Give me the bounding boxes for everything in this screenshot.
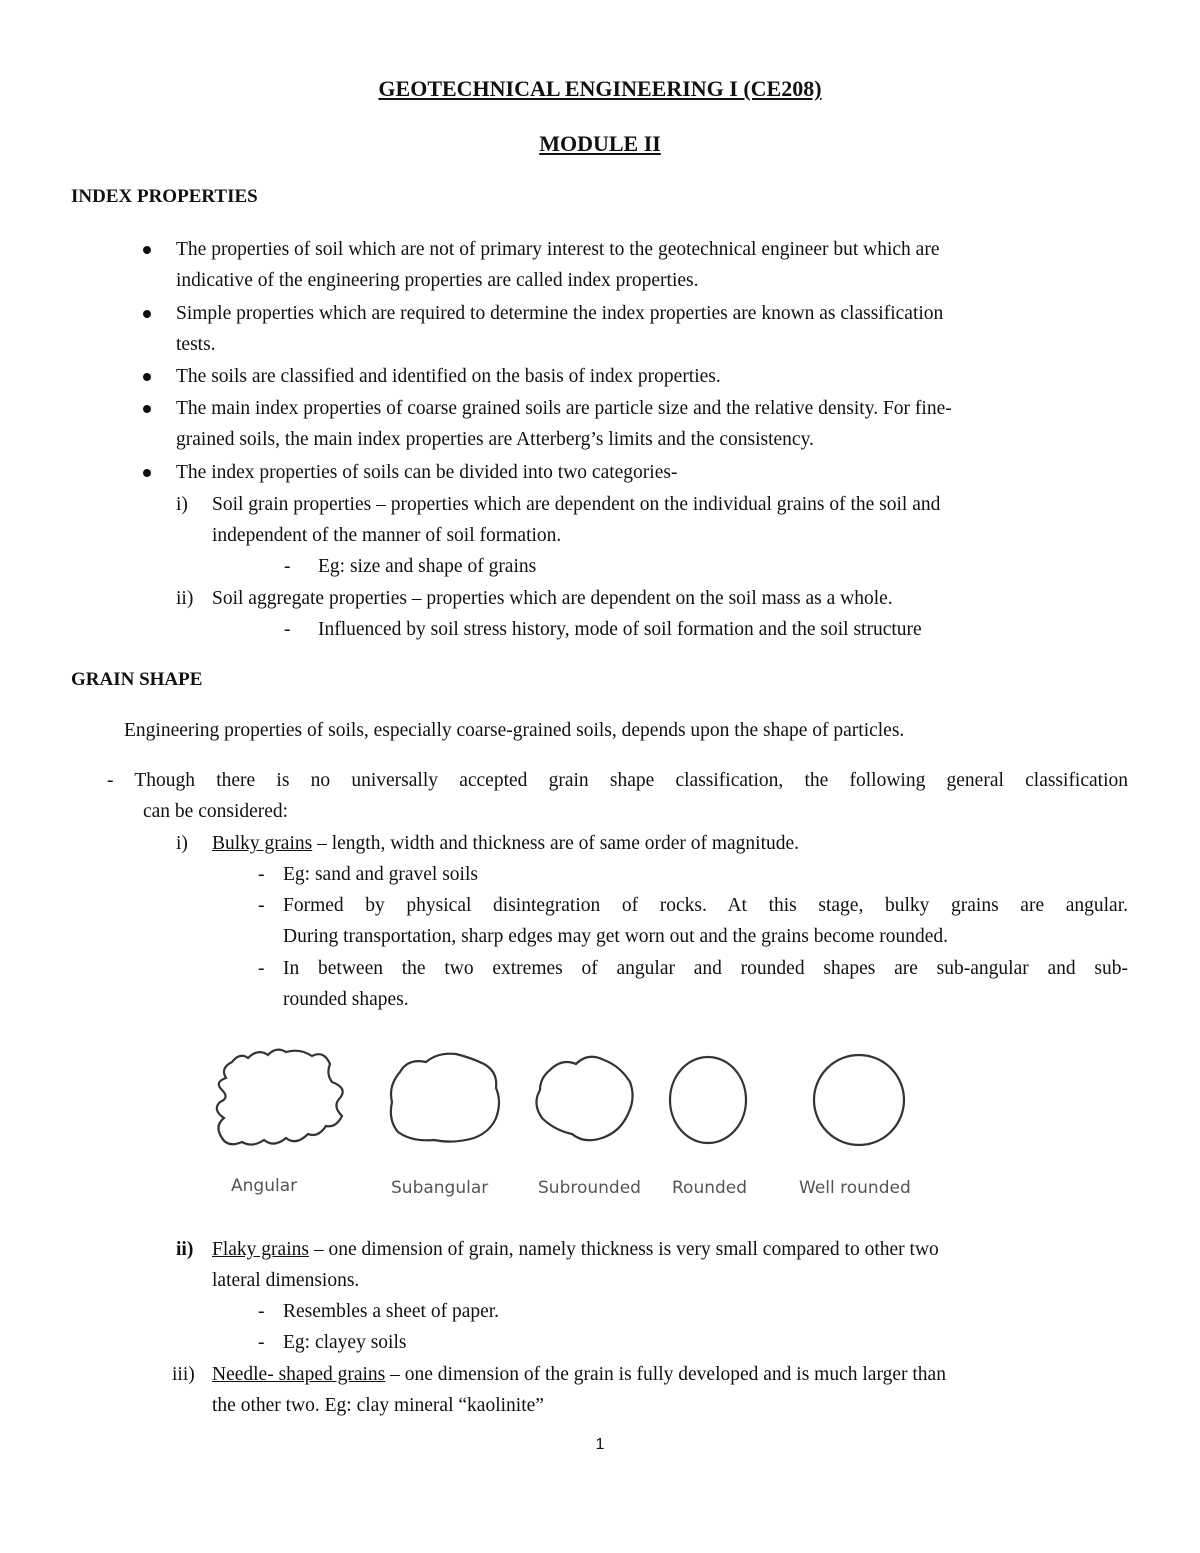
dash: -	[258, 1332, 265, 1353]
module-title: MODULE II	[539, 131, 661, 156]
bullet-2-line-1: Simple properties which are required to determine the index properties are known as classification	[176, 303, 944, 324]
classification-note-line-2: can be considered:	[143, 801, 289, 822]
category-2-example: Influenced by soil stress history, mode of soil formation and the soil structure	[318, 619, 922, 640]
flaky-grains-term: Flaky grains	[212, 1239, 309, 1260]
bullet-icon	[143, 373, 151, 381]
index-properties-heading: INDEX PROPERTIES	[71, 186, 258, 207]
category-1-line-2: independent of the manner of soil formation.	[212, 525, 562, 546]
dash: -	[258, 1301, 265, 1322]
dash: -	[284, 619, 291, 640]
grain-shape-heading: GRAIN SHAPE	[71, 669, 203, 690]
subrounded-grain-shape	[536, 1057, 632, 1140]
well-rounded-grain-shape	[814, 1055, 904, 1145]
dash: -	[258, 958, 265, 979]
bulky-example: Eg: sand and gravel soils	[283, 864, 478, 885]
flaky-sub-1: Resembles a sheet of paper.	[283, 1301, 500, 1322]
needle-grains-item	[212, 1362, 946, 1388]
classification-note-line-1: - Though there is no universally accepted grain shape classification, the following general classification	[107, 770, 1128, 791]
bullet-2-line-2: tests.	[176, 334, 216, 355]
bulky-grains-term: Bulky grains	[212, 833, 313, 854]
figure-label-subrounded: Subrounded	[538, 1178, 641, 1198]
category-1-example: Eg: size and shape of grains	[318, 556, 537, 577]
bulky-formation-line-1: Formed by physical disintegration of rocks. At this stage, bulky grains are angular.	[283, 895, 1128, 916]
angular-grain-shape	[217, 1050, 343, 1145]
dash: -	[258, 864, 265, 885]
figure-label-well-rounded: Well rounded	[799, 1178, 911, 1198]
bulky-formation-line-2: During transportation, sharp edges may get worn out and the grains become rounded.	[283, 926, 948, 947]
figure-label-subangular: Subangular	[391, 1178, 489, 1198]
bullet-3-line-1: The soils are classified and identified on the basis of index properties.	[176, 366, 721, 387]
subangular-grain-shape	[391, 1054, 499, 1142]
category-2-line-1: Soil aggregate properties – properties which are dependent on the soil mass as a whole.	[212, 588, 893, 609]
bulky-number: i)	[176, 833, 188, 854]
bullet-5-line-1: The index properties of soils can be divided into two categories-	[176, 462, 678, 483]
flaky-grains-item	[212, 1237, 939, 1263]
page-number: 1	[595, 1436, 605, 1453]
flaky-number: ii)	[176, 1239, 194, 1260]
page-title: GEOTECHNICAL ENGINEERING I (CE208)	[378, 76, 822, 101]
bullet-4-line-2: grained soils, the main index properties are Atterberg’s limits and the consistency.	[176, 429, 814, 450]
flaky-sub-2: Eg: clayey soils	[283, 1332, 407, 1353]
bullet-icon	[143, 405, 151, 413]
figure-label-angular: Angular	[231, 1176, 298, 1196]
bulky-shapes-line-1: In between the two extremes of angular and rounded shapes are sub-angular and sub-	[283, 958, 1128, 979]
bullet-icon	[143, 246, 151, 254]
bulky-shapes-line-2: rounded shapes.	[283, 989, 409, 1010]
category-2-number: ii)	[176, 588, 194, 609]
grain-shape-intro: Engineering properties of soils, especially coarse-grained soils, depends upon the shape of particles.	[124, 720, 905, 741]
bullet-icon	[143, 469, 151, 477]
needle-grains-term: Needle- shaped grains	[212, 1364, 386, 1385]
dash: -	[258, 895, 265, 916]
grain-shapes-figure	[200, 1040, 960, 1170]
category-1-line-1: Soil grain properties – properties which are dependent on the individual grains of the soil and	[212, 494, 941, 515]
bullet-icon	[143, 310, 151, 318]
dash: -	[284, 556, 291, 577]
bulky-grains-definition: – length, width and thickness are of same order of magnitude.	[312, 833, 800, 854]
bulky-grains-item	[212, 831, 799, 857]
needle-grains-definition: – one dimension of the grain is fully developed and is much larger than	[385, 1364, 946, 1385]
needle-line-2: the other two. Eg: clay mineral “kaolinite”	[212, 1395, 544, 1416]
needle-number: iii)	[172, 1364, 195, 1385]
bullet-4-line-1: The main index properties of coarse grained soils are particle size and the relative density. For fine-	[176, 398, 952, 419]
flaky-grains-definition: – one dimension of grain, namely thickness is very small compared to other two	[308, 1239, 939, 1260]
rounded-grain-shape	[670, 1057, 746, 1143]
bullet-1-line-1: The properties of soil which are not of primary interest to the geotechnical engineer but which are	[176, 239, 940, 260]
figure-label-rounded: Rounded	[672, 1178, 748, 1198]
bullet-1-line-2: indicative of the engineering properties are called index properties.	[176, 270, 699, 291]
category-1-number: i)	[176, 494, 188, 515]
flaky-line-2: lateral dimensions.	[212, 1270, 360, 1291]
